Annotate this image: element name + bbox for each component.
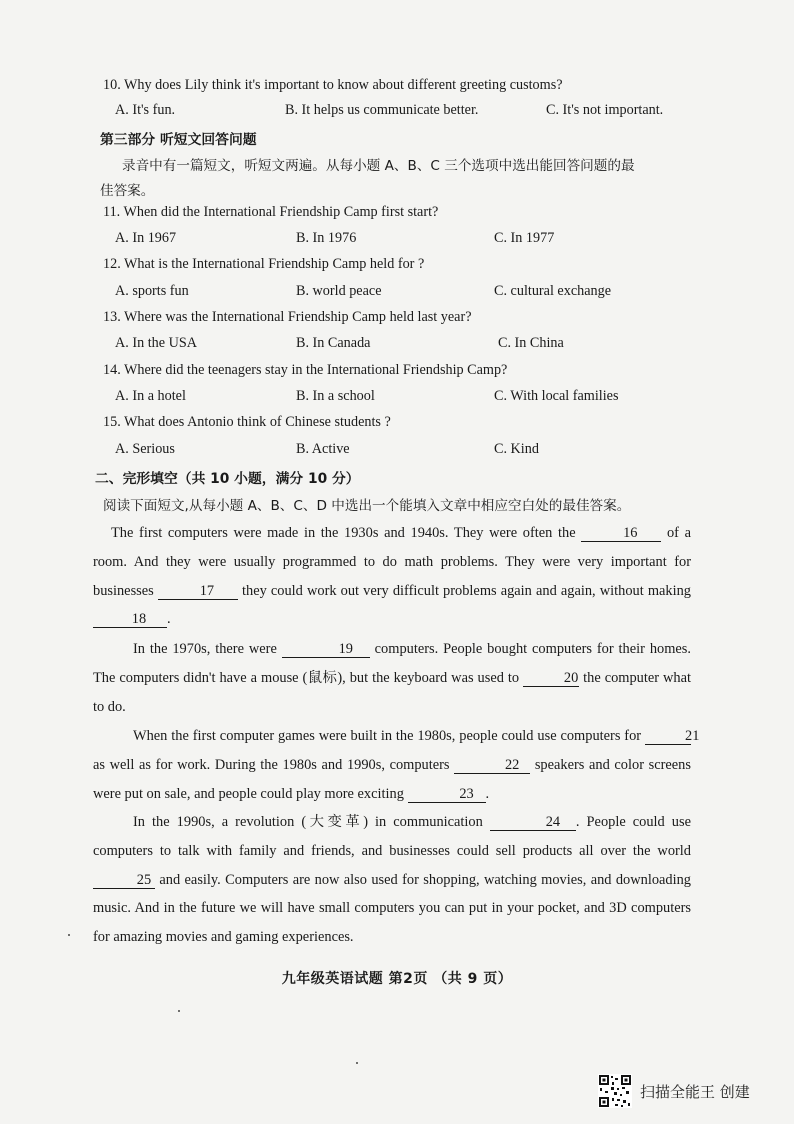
p1-text-b: of a room. And they were usually programmed to do math problems. They were very important for businesses — [93, 525, 691, 599]
scan-speck — [178, 1010, 180, 1012]
q11-option-c: C. In 1977 — [494, 230, 555, 246]
question-14: 14. Where did the teenagers stay in the International Friendship Camp? — [103, 362, 508, 378]
question-10: 10. Why does Lily think it's important to know about different greeting customs? — [103, 77, 563, 93]
cloze-paragraph-4 — [93, 808, 691, 952]
q15-option-b: B. Active — [296, 441, 350, 457]
p1-text-a: The first computers were made in the 1930s and 1940s. They were often the — [111, 525, 576, 541]
blank-23: 23 — [408, 786, 486, 803]
q11-option-a: A. In 1967 — [115, 230, 177, 246]
p4-text-a: In the 1990s, a revolution (大变革) in communication — [133, 814, 483, 830]
q13-option-a: A. In the USA — [115, 335, 197, 351]
p3-text-c: speakers and color screens were put on sale, and people could play more exciting — [93, 756, 691, 802]
scan-speck — [68, 934, 70, 936]
q10-option-c: C. It's not important. — [546, 102, 664, 118]
q10-option-b: B. It helps us communicate better. — [285, 102, 479, 118]
q14-option-b: B. In a school — [296, 388, 375, 404]
scanner-watermark — [598, 1074, 750, 1108]
q12-option-a: A. sports fun — [115, 283, 189, 299]
q15-option-a: A. Serious — [115, 441, 175, 457]
q11-option-b: B. In 1976 — [296, 230, 357, 246]
p2-text-b: computers. People bought computers for their homes. The computers didn't have a mouse (鼠标), but the keyboard was used to — [93, 641, 691, 686]
blank-21: 21 — [645, 728, 691, 745]
question-13: 13. Where was the International Friendship Camp held last year? — [103, 309, 472, 325]
q10-option-a: A. It's fun. — [115, 102, 176, 118]
p4-text-b: . People could use computers to talk with family and friends, and businesses could sell products all over the world — [93, 814, 691, 859]
cloze-heading: 二、完形填空（共 10 小题，满分 10 分） — [95, 471, 360, 487]
p3-text-b: as well as for work. During the 1980s and 1990s, computers — [93, 756, 450, 773]
p3-text-d: . — [485, 785, 490, 802]
blank-19: 19 — [282, 641, 370, 658]
q14-option-c: C. With local families — [494, 388, 619, 404]
blank-17: 17 — [158, 583, 238, 600]
scan-speck — [356, 1062, 358, 1064]
blank-22: 22 — [454, 757, 530, 774]
q12-option-c: C. cultural exchange — [494, 283, 611, 299]
cloze-paragraph-3 — [93, 722, 700, 808]
p4-text-c: and easily. Computers are now also used for shopping, watching movies, and downloading music. And in the future we will have small computers you can put in your pocket, and 3D computers for amazing movies and gaming experiences. — [93, 871, 691, 946]
blank-18: 18 — [93, 611, 167, 628]
page-footer: 九年级英语试题 第2页 （共 9 页） — [281, 971, 513, 987]
p2-text-a: In the 1970s, there were — [133, 641, 277, 657]
cloze-paragraph-2 — [93, 635, 691, 721]
question-12: 12. What is the International Friendship Camp held for ? — [103, 256, 425, 272]
p1-text-c: they could work out very difficult problems again and again, without making — [242, 582, 691, 599]
part3-instruction-1: 录音中有一篇短文，听短文两遍。从每小题 A、B、C 三个选项中选出能回答问题的最 — [122, 158, 635, 174]
question-15: 15. What does Antonio think of Chinese students ? — [103, 414, 391, 430]
q15-option-c: C. Kind — [494, 441, 539, 457]
p3-text-a: When the first computer games were built in the 1980s, people could use computers for — [133, 728, 642, 744]
q12-option-b: B. world peace — [296, 283, 382, 299]
q14-option-a: A. In a hotel — [115, 388, 186, 404]
blank-20: 20 — [523, 670, 579, 687]
scanner-label: 扫描全能王 创建 — [640, 1082, 750, 1101]
part3-heading: 第三部分 听短文回答问题 — [100, 132, 257, 148]
cloze-paragraph-1 — [93, 519, 691, 634]
blank-24: 24 — [490, 814, 576, 831]
blank-25: 25 — [93, 872, 155, 889]
blank-16: 16 — [581, 525, 661, 542]
qr-code-icon — [598, 1074, 632, 1108]
p1-text-d: . — [167, 611, 171, 628]
p2-text-c: the computer what to do. — [93, 669, 692, 715]
question-11: 11. When did the International Friendship Camp first start? — [103, 204, 439, 220]
q13-option-b: B. In Canada — [296, 335, 371, 351]
part3-instruction-2: 佳答案。 — [100, 183, 155, 199]
q13-option-c: C. In China — [498, 335, 564, 351]
cloze-instruction: 阅读下面短文,从每小题 A、B、C、D 中选出一个能填入文章中相应空白处的最佳答案。 — [103, 498, 631, 514]
